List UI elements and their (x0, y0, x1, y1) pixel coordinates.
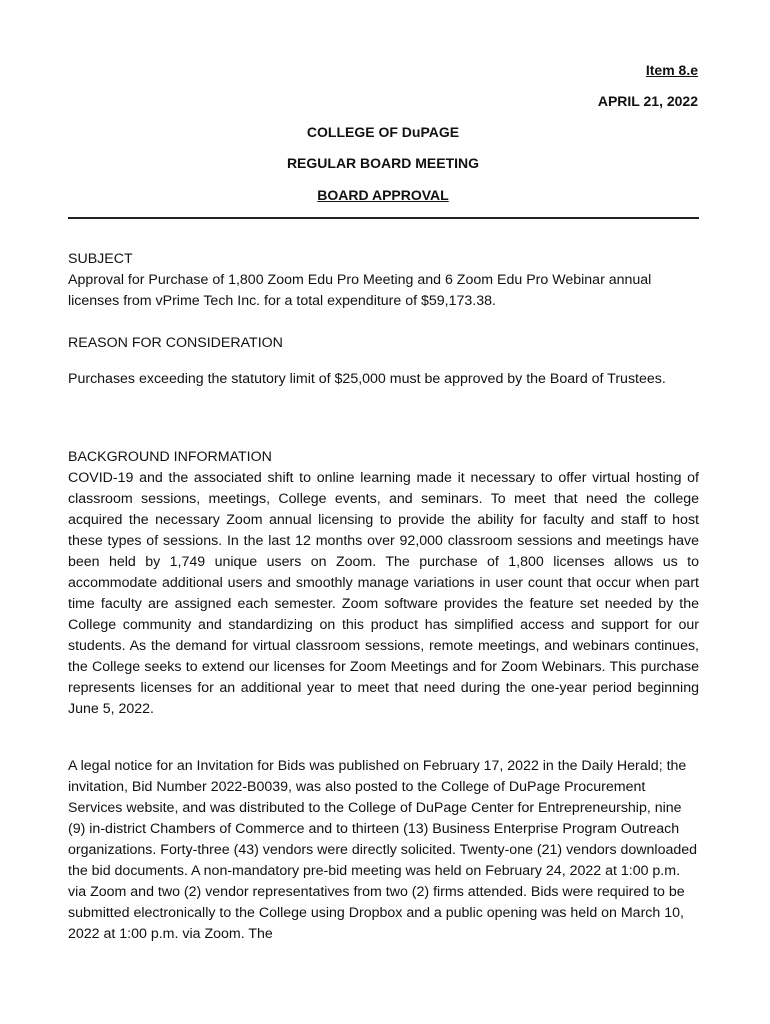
header-divider (68, 217, 699, 219)
background-heading: BACKGROUND INFORMATION (68, 449, 272, 465)
reason-text-block (68, 369, 699, 390)
legal-notice-section (68, 756, 699, 945)
meeting-title: REGULAR BOARD MEETING (286, 155, 480, 171)
reason-heading: REASON FOR CONSIDERATION (68, 335, 283, 351)
background-section (68, 447, 699, 720)
approval-title: BOARD APPROVAL (317, 187, 449, 203)
background-paragraph-1: COVID-19 and the associated shift to online learning made it necessary to offer virtual hosting of classroom sessions, meetings, College events, and seminars. To meet that need the college acquired the necessary Zoom annual licensing to provide the ability for faculty and staff to host these types of sessions. In the last 12 months over 92,000 classroom sessions and meetings have been held by 1,749 unique users on Zoom. The purchase of 1,800 licenses allows us to accommodate additional users and smoothly manage variations in user count that occur when part time faculty are assigned each semester. Zoom software provides the feature set needed by the College community and standardizing on this product has simplified access and support for our students. As the demand for virtual classroom sessions, remote meetings, and webinars continues, the College seeks to extend our licenses for Zoom Meetings and for Zoom Webinars. This purchase represents licenses for an additional year to meet that need during the one-year period beginning June 5, 2022. (68, 470, 699, 717)
meeting-date: APRIL 21, 2022 (597, 93, 698, 109)
subject-text: Approval for Purchase of 1,800 Zoom Edu Pro Meeting and 6 Zoom Edu Pro Webinar annual licenses from vPrime Tech Inc. for a total expenditure of $59,173.38. (68, 272, 652, 309)
subject-section (68, 249, 699, 312)
reason-text: Purchases exceeding the statutory limit of $25,000 must be approved by the Board of Trustees. (68, 371, 666, 387)
item-number: Item 8.e (645, 62, 698, 78)
background-paragraph-2: A legal notice for an Invitation for Bids was published on February 17, 2022 in the Daily Herald; the invitation, Bid Number 2022-B0039, was also posted to the College of DuPage Procurement Services website, and was distributed to the College of DuPage Center for Entrepreneurship, nine (9) in-district Chambers of Commerce and to thirteen (13) Business Enterprise Program Outreach organizations. Forty-three (43) vendors were directly solicited. Twenty-one (21) vendors downloaded the bid documents. A non-mandatory pre-bid meeting was held on February 24, 2022 at 1:00 p.m. via Zoom and two (2) vendor representatives from two (2) firms attended. Bids were required to be submitted electronically to the College using Dropbox and a public opening was held on March 10, 2022 at 1:00 p.m. via Zoom. The (68, 758, 698, 942)
subject-heading: SUBJECT (68, 251, 133, 267)
institution-name: COLLEGE OF DuPAGE (306, 124, 460, 140)
reason-heading-block (68, 333, 699, 354)
